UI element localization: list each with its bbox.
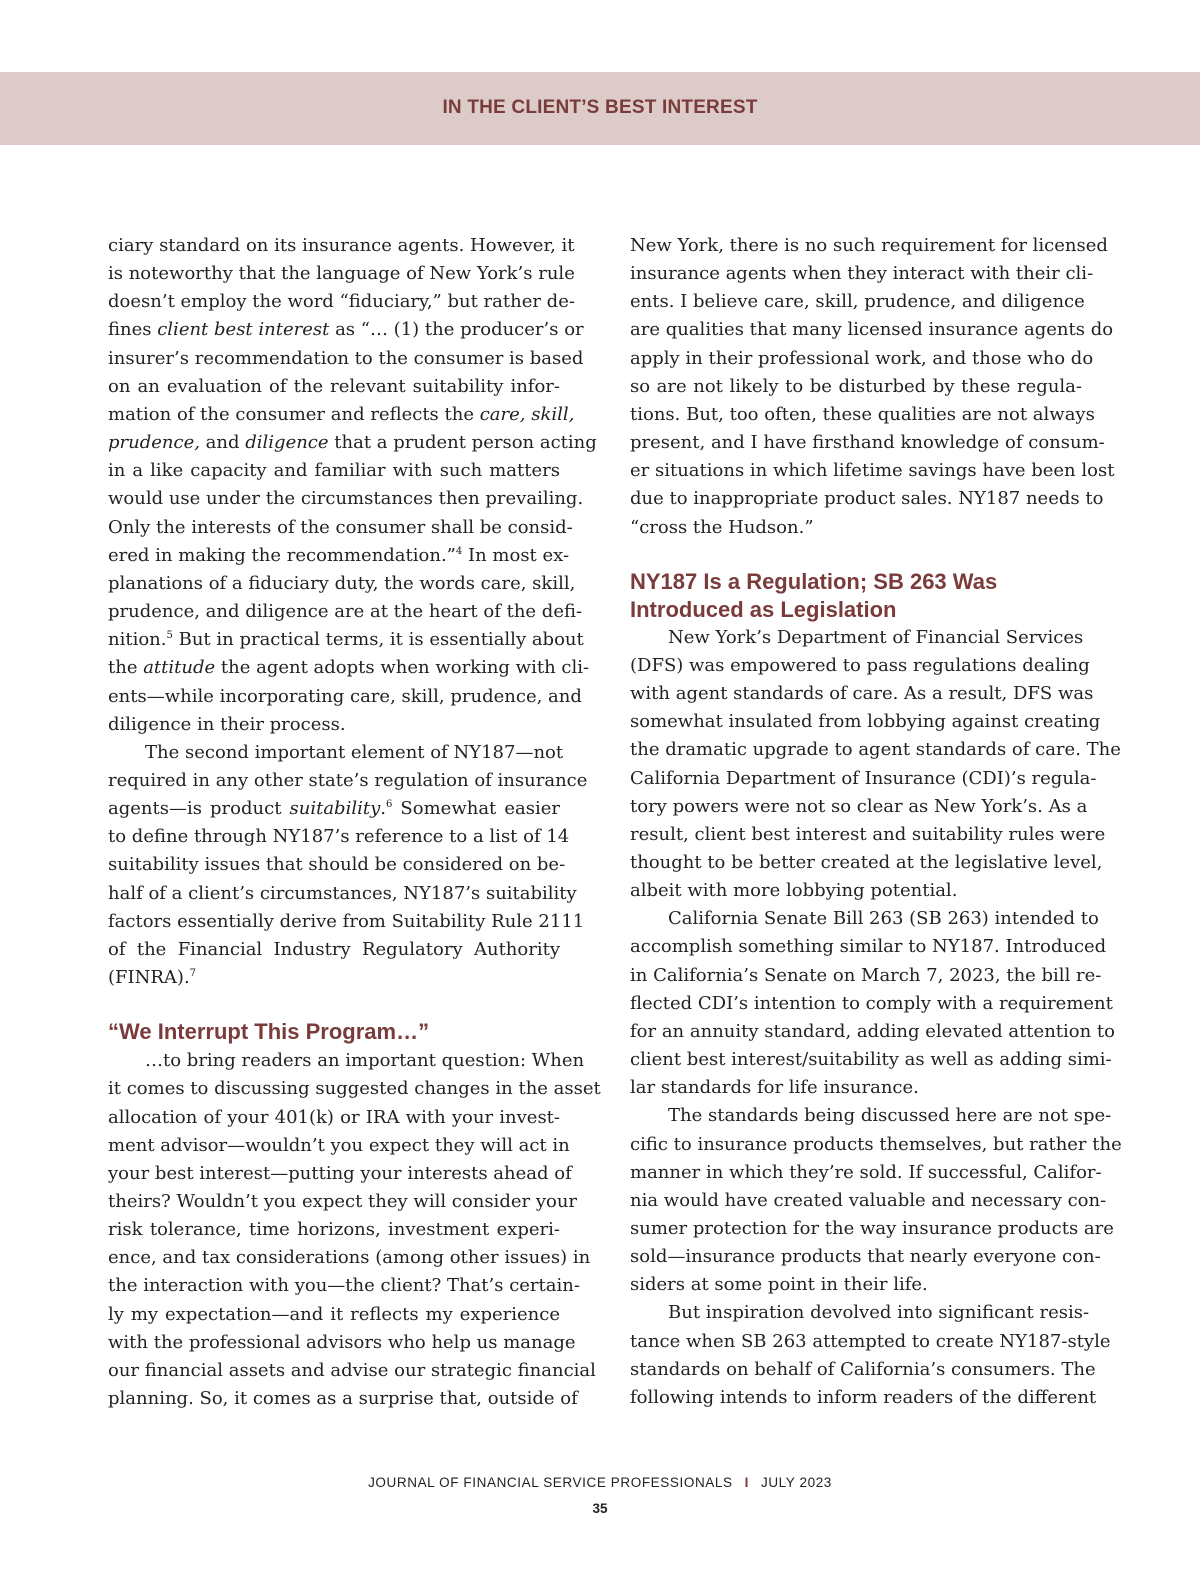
paragraph [630,905,1115,1102]
italic-term: attitude [143,657,216,679]
text-line: due to inappropriate product sales. NY187 needs to [630,488,1104,510]
text-line: tions. But, too often, these qualities are not always [630,403,1095,425]
text-line: theirs? Wouldn’t you expect they will consider your [108,1191,578,1212]
text-line: accomplish something similar to NY187. Introduced [630,936,1107,958]
footnote-ref: 5 [166,630,173,642]
text-line: cific to insurance products themselves, but rather the [630,1133,1122,1155]
text-line: so are not likely to be disturbed by these regula- [630,375,1082,397]
text-line: albeit with more lobbying potential. [630,880,958,902]
text-line: your best interest—putting your interests ahead of [108,1162,572,1184]
italic-term: client best interest [157,319,330,341]
italic-term: care, skill, [479,403,575,425]
text-line: insurer’s recommendation to the consumer is based [108,347,584,369]
text-line: it comes to discussing suggested changes in the asset [108,1078,601,1100]
text-line: …to bring readers an important question: When [145,1050,585,1072]
text-line: lar standards for life insurance. [630,1077,919,1099]
text-line: But inspiration devolved into significant resis- [668,1302,1090,1324]
heading-line: NY187 Is a Regulation; SB 263 Was [630,568,998,594]
text-line: apply in their professional work, and those who do [630,347,1094,369]
text-line: New York, there is no such requirement for licensed [630,235,1108,256]
heading-line: Introduced as Legislation [630,596,897,622]
text-line: manner in which they’re sold. If successful, Califor- [630,1161,1102,1183]
text-line: required in any other state’s regulation of insurance [108,769,588,791]
text-line: The standards being discussed here are not spe- [668,1105,1112,1127]
text-line: factors essentially derive from Suitability Rule 2111 [108,910,585,932]
text-line: flected CDI’s intention to comply with a requirement [630,992,1113,1014]
text-line: allocation of your 401(k) or IRA with your invest- [108,1106,560,1128]
text-line: are qualities that many licensed insurance agents do [630,319,1114,341]
journal-name: JOURNAL OF FINANCIAL SERVICE PROFESSIONALS [368,1475,733,1490]
section-heading [630,568,1082,624]
text-line: (DFS) was empowered to pass regulations dealing [630,654,1090,676]
text-line: half of a client’s circumstances, NY187’s suitability [108,882,577,904]
text-line: sold—insurance products that nearly everyone con- [630,1246,1101,1268]
text-line: the dramatic upgrade to agent standards of care. The [630,739,1121,761]
text-line: standards on behalf of California’s consumers. The [630,1358,1096,1380]
running-header-title: IN THE CLIENT’S BEST INTEREST [442,97,758,118]
text-line: to define through NY187’s reference to a list of 14 [108,826,570,848]
page-number: 35 [592,1501,608,1516]
text-line: doesn’t employ the word “fiduciary,” but rather de- [108,291,575,313]
footer-journal-line [0,1475,1200,1490]
footnote-ref: 6 [385,799,393,811]
text-line: the attitude the agent adopts when working with cli- [108,657,590,679]
text-line: siders at some point in their life. [630,1274,928,1296]
text-line: somewhat insulated from lobbying against creating [630,711,1101,733]
paragraph [630,624,1121,906]
text-line: is noteworthy that the language of New York’s rule [108,263,575,285]
right-column [630,232,1122,1412]
text-line: prudence, and diligence are at the heart of the defi- [108,601,583,623]
text-line: the interaction with you—the client? That’s certain- [108,1275,580,1297]
paragraph [630,1299,1111,1412]
text-line: fines client best interest as “… (1) the producer’s or [108,319,584,341]
text-line: client best interest/suitability as well as adding simi- [630,1049,1112,1071]
text-line: for an annuity standard, adding elevated attention to [630,1020,1115,1042]
text-line: insurance agents when they interact with their cli- [630,263,1094,285]
text-line: thought to be better created at the legislative level, [630,851,1103,873]
text-line: Only the interests of the consumer shall be consid- [108,516,573,538]
paragraph [108,232,597,739]
section-heading: “We Interrupt This Program…” [108,1019,430,1045]
text-line: in a like capacity and familiar with such matters [108,460,560,482]
text-line: “cross the Hudson.” [630,516,814,538]
text-line: our financial assets and advise our strategic financial [108,1359,596,1381]
text-line: tance when SB 263 attempted to create NY187-style [630,1330,1111,1352]
text-line: prudence, and diligence that a prudent person acting [108,432,597,454]
text-line: suitability issues that should be considered on be- [108,854,566,876]
paragraph [108,1047,601,1413]
text-line: (FINRA).$^7$ [108,967,197,989]
text-line: ents. I believe care, skill, prudence, and diligence [630,291,1085,313]
paragraph [630,1102,1122,1299]
footer-separator: I [744,1475,749,1490]
text-line: planations of a fiduciary duty, the words care, skill, [108,572,576,594]
text-line: on an evaluation of the relevant suitability infor- [108,375,560,397]
text-line: planning. So, it comes as a surprise that, outside of [108,1388,578,1410]
text-line: would use under the circumstances then prevailing. [108,488,584,510]
footnote-ref: 7 [189,968,197,980]
italic-term: prudence, [108,432,200,454]
text-line: mation of the consumer and reflects the care, skill, [108,403,575,425]
text-line: ence, and tax considerations (among other issues) in [108,1247,591,1269]
text-line: ciary standard on its insurance agents. However, it [108,235,575,256]
issue-date: JULY 2023 [760,1475,832,1490]
text-line: sumer protection for the way insurance products are [630,1218,1114,1239]
text-line: ment advisor—wouldn’t you expect they will act in [108,1134,570,1156]
text-line: The second important element of NY187—not [145,741,564,763]
text-line: California Department of Insurance (CDI)’s regula- [630,767,1097,789]
text-line: New York’s Department of Financial Services [668,626,1084,648]
text-line: ents—while incorporating care, skill, prudence, and [108,685,582,707]
paragraph [630,232,1115,542]
text-line: ered in making the recommendation.”$^4$ In most ex- [108,544,570,566]
text-line: diligence in their process. [108,713,346,735]
text-line: risk tolerance, time horizons, investment experi- [108,1219,560,1241]
text-line: with the professional advisors who help us manage [108,1331,576,1353]
text-line: following intends to inform readers of the different [630,1386,1097,1408]
text-line: present, and I have firsthand knowledge of consum- [630,432,1105,454]
text-line: with agent standards of care. As a result, DFS was [630,683,1094,705]
text-line: er situations in which lifetime savings have been lost [630,460,1115,482]
text-line: nition.$^5$ But in practical terms, it is essentially about [108,629,584,651]
text-line: tory powers were not so clear as New York’s. As a [630,795,1088,817]
text-line: agents—is product suitability.$^6$ Somewhat easier [108,798,560,820]
text-line: ly my expectation—and it reflects my experience [108,1303,560,1325]
paragraph [108,739,588,992]
footnote-ref: 4 [455,545,463,557]
text-line: result, client best interest and suitability rules were [630,823,1106,845]
text-line: nia would have created valuable and necessary con- [630,1189,1107,1211]
text-line: California Senate Bill 263 (SB 263) intended to [668,908,1099,930]
text-line: of the Financial Industry Regulatory Authority [108,938,560,960]
italic-term: suitability [289,798,381,820]
italic-term: diligence [245,432,329,454]
left-column [108,232,601,1413]
text-line: in California’s Senate on March 7, 2023, the bill re- [630,964,1102,986]
